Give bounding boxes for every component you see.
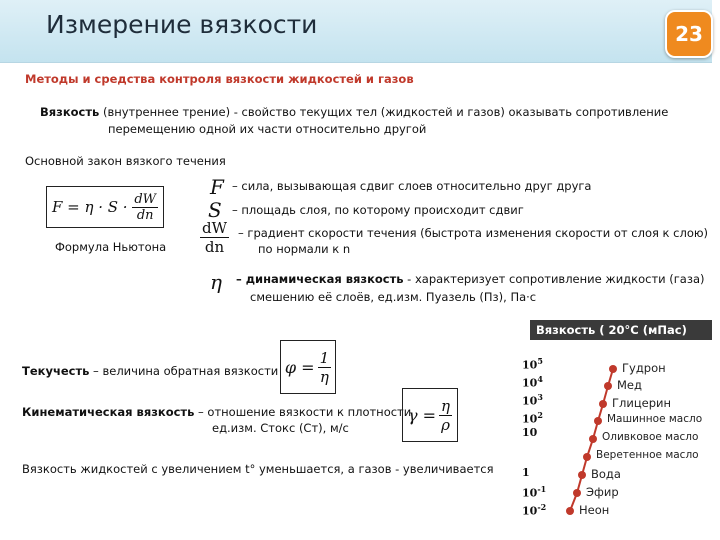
viscosity-term: Вязкость [40, 105, 100, 119]
scale-label: $10^{-1}$ [522, 484, 547, 500]
temperature-note: Вязкость жидкостей с увеличением t° уменьшается, а газов - увеличивается [22, 462, 494, 476]
newton-formula-lhs: F = η · S · [51, 198, 128, 216]
scale-label: $10^3$ [522, 392, 543, 408]
gradient-num: dW [202, 219, 228, 237]
newton-formula-label: Формула Ньютона [55, 240, 167, 254]
scale-label-exponent: 4 [537, 374, 543, 384]
fluid-marker [566, 507, 574, 515]
scale-label: $10^2$ [522, 410, 543, 426]
scale-label: $10^{-2}$ [522, 502, 547, 518]
fluidity-den: η [319, 367, 329, 386]
main-law-heading: Основной закон вязкого течения [25, 154, 226, 168]
fluid-marker [599, 400, 607, 408]
viscosity-definition-line2: перемещению одной их части относительно другой [108, 122, 427, 136]
fluid-label: Гудрон [622, 361, 666, 375]
scale-label-exponent: 5 [537, 356, 543, 366]
scale-label-exponent: 2 [537, 410, 543, 420]
fluid-label: Неон [579, 503, 610, 517]
area-description: – площадь слоя, по которому происходит сдвиг [232, 203, 524, 217]
viscosity-chart-title: Вязкость ( 20°С (мПас) [530, 320, 712, 340]
dynamic-viscosity-line1: - характеризует сопротивление жидкости (газа) [403, 272, 705, 286]
dynamic-viscosity-term: – динамическая вязкость [236, 272, 404, 286]
dynamic-viscosity-line2: смешению её слоёв, ед.изм. Пуазель (Пз), Па·с [250, 290, 537, 304]
gradient-description-line1: – градиент скорости течения (быстрота изменения скорости от слоя к слою) [238, 226, 709, 240]
force-description: – сила, вызывающая сдвиг слоев относительно друг друга [232, 179, 592, 193]
scale-label: 10 [522, 426, 538, 439]
page-number-badge: 23 [665, 10, 713, 58]
fluid-label: Эфир [586, 485, 619, 499]
symbol-eta: η [210, 270, 222, 294]
fluid-marker [583, 453, 591, 461]
fluid-label: Глицерин [612, 396, 672, 410]
kinematic-line1: – отношение вязкости к плотности [194, 405, 412, 419]
symbol-area: S [208, 198, 222, 222]
symbol-force: F [210, 175, 224, 199]
scale-label: $10^5$ [522, 356, 543, 372]
fluid-marker [604, 382, 612, 390]
fluid-label: Оливковое масло [602, 431, 699, 443]
viscosity-definition-line1: (внутреннее трение) - свойство текущих тел (жидкостей и газов) оказывать сопротивление [99, 105, 669, 119]
scale-label: $10^4$ [522, 374, 543, 390]
fluid-marker [573, 489, 581, 497]
gradient-den: dn [204, 238, 225, 256]
kinematic-num: η [441, 396, 451, 415]
methods-heading: Методы и средства контроля вязкости жидкостей и газов [25, 72, 414, 86]
fluid-marker [578, 471, 586, 479]
fluid-label: Мед [617, 378, 642, 392]
kinematic-line2: ед.изм. Стокс (Ст), м/с [212, 421, 349, 435]
fluid-marker [609, 365, 617, 373]
fluid-marker [589, 435, 597, 443]
kinematic-term: Кинематическая вязкость [22, 405, 195, 419]
kinematic-den: ρ [441, 415, 450, 434]
kinematic-formula-lhs: γ = [407, 405, 437, 425]
newton-formula-num: dW [134, 191, 157, 207]
gradient-description-line2: по нормали к n [258, 242, 351, 256]
fluidity-definition: – величина обратная вязкости [89, 364, 279, 378]
fluid-label: Машинное масло [607, 413, 703, 425]
fluidity-num: 1 [319, 348, 330, 367]
fluid-label: Вода [591, 467, 621, 481]
fluid-label: Веретенное масло [596, 449, 699, 461]
scale-label-exponent: -2 [537, 502, 547, 512]
fluidity-formula-lhs: φ = [284, 357, 315, 377]
page-title: Измерение вязкости [46, 10, 318, 39]
fluidity-term: Текучесть [22, 364, 90, 378]
newton-formula-den: dn [136, 207, 154, 223]
scale-label-exponent: -1 [537, 484, 547, 494]
fluid-marker [594, 417, 602, 425]
scale-label-exponent: 3 [537, 392, 543, 402]
scale-label: 1 [522, 466, 530, 479]
